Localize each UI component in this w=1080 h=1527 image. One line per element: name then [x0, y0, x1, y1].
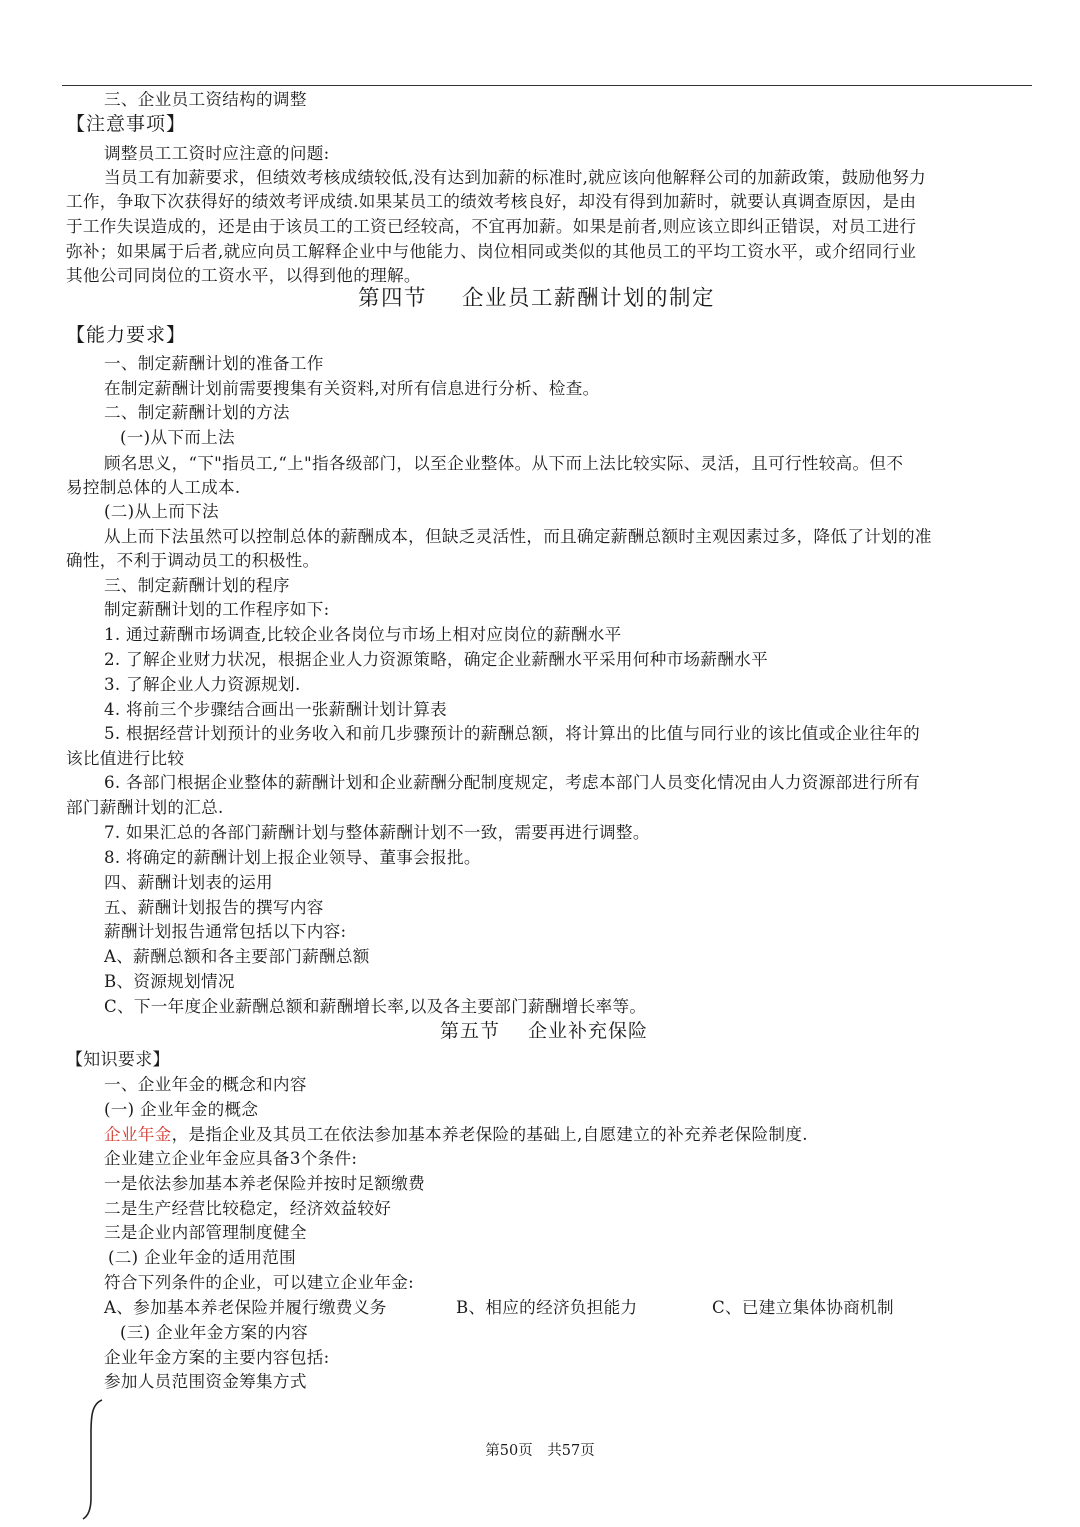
- subsection-heading: 一、企业年金的概念和内容: [104, 1075, 307, 1094]
- section-title: 企业补充保险: [528, 1020, 649, 1042]
- paragraph-line: 符合下列条件的企业，可以建立企业年金:: [104, 1273, 414, 1292]
- paragraph-line: 于工作失误造成的，还是由于该员工的工资已经较高，不宜再加薪。如果是前者,则应该立即纠正错误，对员工进行: [66, 217, 917, 236]
- list-item: C、下一年度企业薪酬总额和薪酬增长率,以及各主要部门薪酬增长率等。: [104, 997, 647, 1016]
- subsection-heading: 一、制定薪酬计划的准备工作: [104, 354, 324, 373]
- list-item: 5. 根据经营计划预计的业务收入和前几步骤预计的薪酬总额，将计算出的比值与同行业的该比值或企业往年的: [104, 724, 921, 743]
- subsection-heading: (二) 企业年金的适用范围: [108, 1248, 297, 1267]
- subsection-heading: (三) 企业年金方案的内容: [120, 1323, 309, 1342]
- list-item: A、薪酬总额和各主要部门薪酬总额: [104, 947, 370, 966]
- paragraph-line: 参加人员范围资金筹集方式: [104, 1372, 307, 1391]
- list-item: 2. 了解企业财力状况，根据企业人力资源策略，确定企业薪酬水平采用何种市场薪酬水平: [104, 650, 768, 669]
- list-item: 3. 了解企业人力资源规划.: [104, 675, 301, 694]
- definition-text: ，是指企业及其员工在依法参加基本养老保险的基础上,自愿建立的补充养老保险制度.: [171, 1125, 808, 1144]
- list-item: 4. 将前三个步骤结合画出一张薪酬计划计算表: [104, 700, 447, 719]
- list-item: 1. 通过薪酬市场调查,比较企业各岗位与市场上相对应岗位的薪酬水平: [104, 625, 622, 644]
- page-number: 第50页 共57页: [485, 1443, 595, 1459]
- paragraph-line: 部门薪酬计划的汇总.: [66, 798, 224, 817]
- section-number: 第五节: [440, 1020, 501, 1042]
- option-a: A、参加基本养老保险并履行缴费义务: [104, 1298, 387, 1317]
- subsection-heading: (二)从上而下法: [104, 502, 219, 521]
- paragraph-line: 在制定薪酬计划前需要搜集有关资料,对所有信息进行分析、检查。: [104, 379, 600, 398]
- paragraph-line: 调整员工工资时应注意的问题:: [104, 144, 330, 163]
- paragraph-line: 易控制总体的人工成本.: [66, 478, 241, 497]
- section-title: 企业员工薪酬计划的制定: [462, 286, 716, 311]
- definition-line: [104, 1123, 808, 1147]
- paragraph-line: 企业建立企业年金应具备3个条件:: [104, 1149, 358, 1168]
- paragraph-line: 当员工有加薪要求，但绩效考核成绩较低,没有达到加薪的标准时,就应该向他解释公司的加薪政策，鼓励他努力: [104, 168, 927, 187]
- option-b: B、相应的经济负担能力: [456, 1298, 638, 1317]
- highlighted-term: 企业年金: [104, 1125, 172, 1144]
- knowledge-heading: 【知识要求】: [66, 1050, 170, 1070]
- paragraph-line: 确性，不利于调动员工的积极性。: [66, 551, 320, 570]
- paragraph-line: 该比值进行比较: [66, 749, 185, 768]
- list-item: 一是依法参加基本养老保险并按时足额缴费: [104, 1174, 425, 1193]
- subsection-heading: 三、企业员工资结构的调整: [104, 90, 307, 109]
- list-item: 二是生产经营比较稳定，经济效益较好: [104, 1199, 392, 1218]
- paragraph-line: 企业年金方案的主要内容包括:: [104, 1348, 330, 1367]
- subsection-heading: 五、薪酬计划报告的撰写内容: [104, 898, 324, 917]
- section-number: 第四节: [358, 286, 428, 311]
- ability-heading: 【能力要求】: [66, 324, 187, 346]
- list-item: B、资源规划情况: [104, 972, 235, 991]
- subsection-heading: (一) 企业年金的概念: [104, 1100, 259, 1119]
- subsection-heading: (一)从下而上法: [120, 428, 235, 447]
- option-c: C、已建立集体协商机制: [712, 1298, 894, 1317]
- paragraph-line: 其他公司同岗位的工资水平，以得到他的理解。: [66, 266, 421, 285]
- list-item: 7. 如果汇总的各部门薪酬计划与整体薪酬计划不一致，需要再进行调整。: [104, 823, 650, 842]
- paragraph-line: 薪酬计划报告通常包括以下内容:: [104, 922, 347, 941]
- subsection-heading: 四、薪酬计划表的运用: [104, 873, 273, 892]
- margin-brace-mark: [80, 1398, 110, 1523]
- note-heading: 【注意事项】: [66, 113, 187, 135]
- list-item: 三是企业内部管理制度健全: [104, 1223, 307, 1242]
- paragraph-line: 工作，争取下次获得好的绩效考评成绩.如果某员工的绩效考核良好，却没有得到加薪时，就要认真调查原因，是由: [66, 192, 917, 211]
- list-item: 6. 各部门根据企业整体的薪酬计划和企业薪酬分配制度规定，考虑本部门人员变化情况由人力资源部进行所有: [104, 773, 921, 792]
- paragraph-line: 弥补；如果属于后者,就应向员工解释企业中与他能力、岗位相同或类似的其他员工的平均工资水平，或介绍同行业: [66, 242, 917, 261]
- paragraph-line: 制定薪酬计划的工作程序如下:: [104, 600, 330, 619]
- subsection-heading: 三、制定薪酬计划的程序: [104, 576, 290, 595]
- list-item: 8. 将确定的薪酬计划上报企业领导、董事会报批。: [104, 848, 481, 867]
- subsection-heading: 二、制定薪酬计划的方法: [104, 403, 290, 422]
- paragraph-line: 顾名思义，“下"指员工,“上"指各级部门，以至企业整体。从下而上法比较实际、灵活，且可行性较高。但不: [104, 454, 904, 473]
- paragraph-line: 从上而下法虽然可以控制总体的薪酬成本，但缺乏灵活性，而且确定薪酬总额时主观因素过多，降低了计划的准: [104, 527, 932, 546]
- header-rule: [62, 85, 1032, 86]
